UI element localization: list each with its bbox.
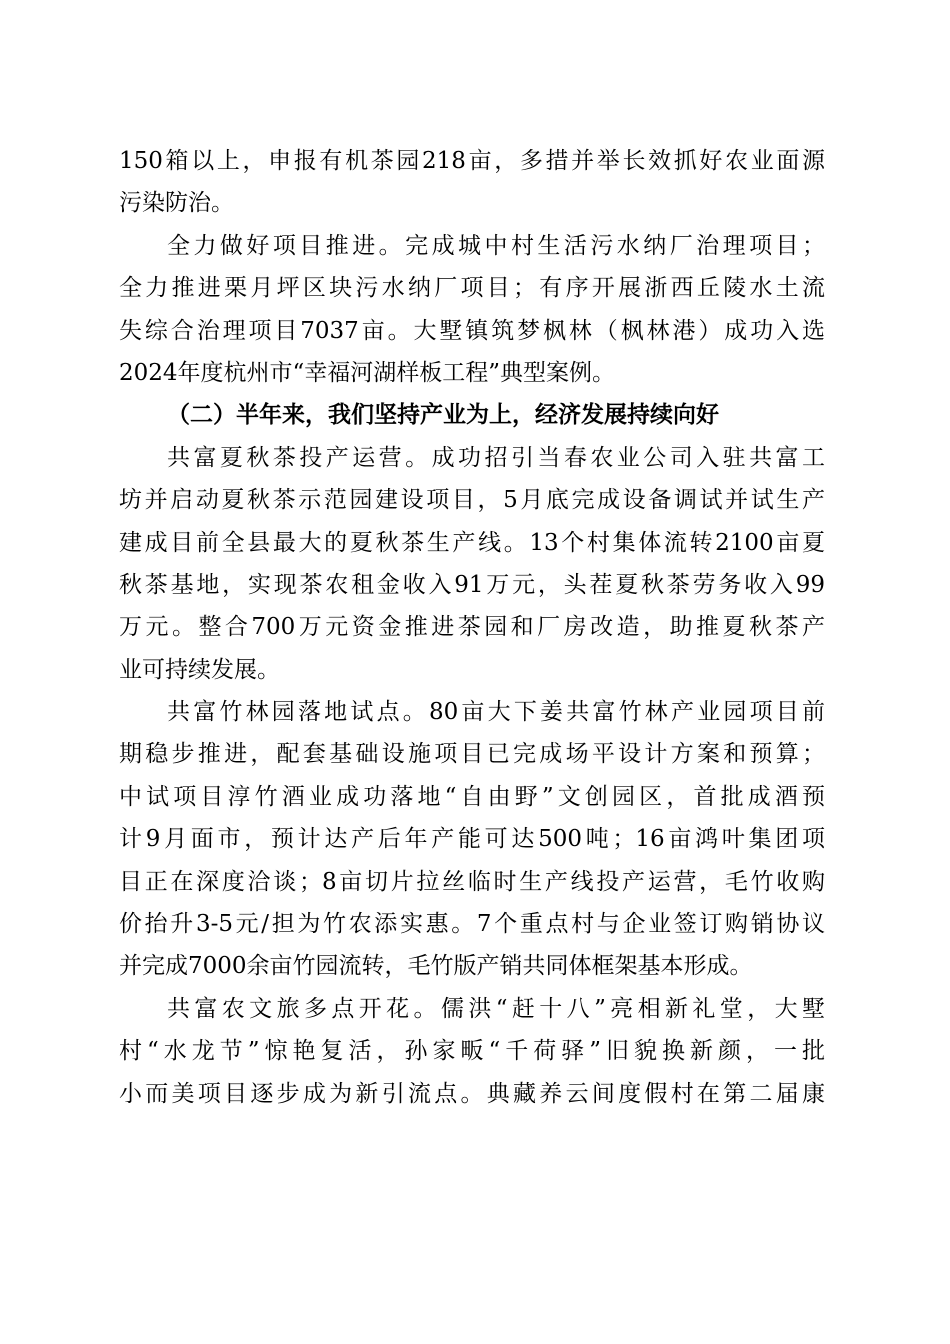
paragraph-tea-industry bbox=[119, 437, 825, 691]
text-line: 坊并启动夏秋茶示范园建设项目，5月底完成设备调试并试生产 bbox=[119, 487, 825, 514]
text-line: 中试项目淳竹酒业成功落地“自由野”文创园区，首批成酒预 bbox=[119, 783, 825, 810]
text-line: 全力推进栗月坪区块污水纳厂项目；有序开展浙西丘陵水土流 bbox=[119, 275, 825, 302]
text-line: 业可持续发展。 bbox=[119, 656, 280, 683]
paragraph-bamboo-park bbox=[119, 691, 825, 988]
text-line: 共富农文旅多点开花。儒洪“赶十八”亮相新礼堂，大墅 bbox=[167, 995, 825, 1022]
paragraph-project-progress bbox=[119, 225, 825, 395]
text-line: 建成目前全县最大的夏秋茶生产线。13个村集体流转2100亩夏 bbox=[119, 529, 825, 556]
section-heading: （二）半年来，我们坚持产业为上，经济发展持续向好 bbox=[167, 401, 719, 429]
text-line: 期稳步推进，配套基础设施项目已完成场平设计方案和预算； bbox=[119, 741, 825, 768]
text-line: 秋茶基地，实现茶农租金收入91万元，头茬夏秋茶劳务收入99 bbox=[119, 571, 825, 598]
text-line: 计9月面市，预计达产后年产能可达500吨；16亩鸿叶集团项 bbox=[119, 826, 825, 853]
text-line: 小而美项目逐步成为新引流点。典藏养云间度假村在第二届康 bbox=[119, 1080, 825, 1107]
text-line: 目正在深度洽谈；8亩切片拉丝临时生产线投产运营，毛竹收购 bbox=[119, 868, 825, 895]
text-line: 污染防治。 bbox=[119, 190, 234, 217]
document-page bbox=[119, 140, 825, 1115]
paragraph-continuation bbox=[119, 140, 825, 225]
text-line: 失综合治理项目7037亩。大墅镇筑梦枫林（枫林港）成功入选 bbox=[119, 317, 825, 344]
text-line: 价抬升3-5元/担为竹农添实惠。7个重点村与企业签订购销协议 bbox=[119, 911, 825, 938]
paragraph-agri-culture-tourism bbox=[119, 988, 825, 1115]
text-line: 150箱以上，申报有机茶园218亩，多措并举长效抓好农业面源 bbox=[119, 148, 825, 174]
text-line: 全力做好项目推进。完成城中村生活污水纳厂治理项目； bbox=[167, 232, 825, 259]
text-line: 并完成7000余亩竹园流转，毛竹版产销共同体框架基本形成。 bbox=[119, 953, 753, 980]
text-line: 共富夏秋茶投产运营。成功招引当春农业公司入驻共富工 bbox=[167, 444, 825, 471]
text-line: 村“水龙节”惊艳复活，孙家畈“千荷驿”旧貌换新颜，一批 bbox=[119, 1038, 825, 1065]
text-line: 万元。整合700万元资金推进茶园和厂房改造，助推夏秋茶产 bbox=[119, 614, 825, 641]
text-line: 共富竹林园落地试点。80亩大下姜共富竹林产业园项目前 bbox=[167, 699, 825, 726]
text-line: 2024年度杭州市“幸福河湖样板工程”典型案例。 bbox=[119, 359, 616, 386]
